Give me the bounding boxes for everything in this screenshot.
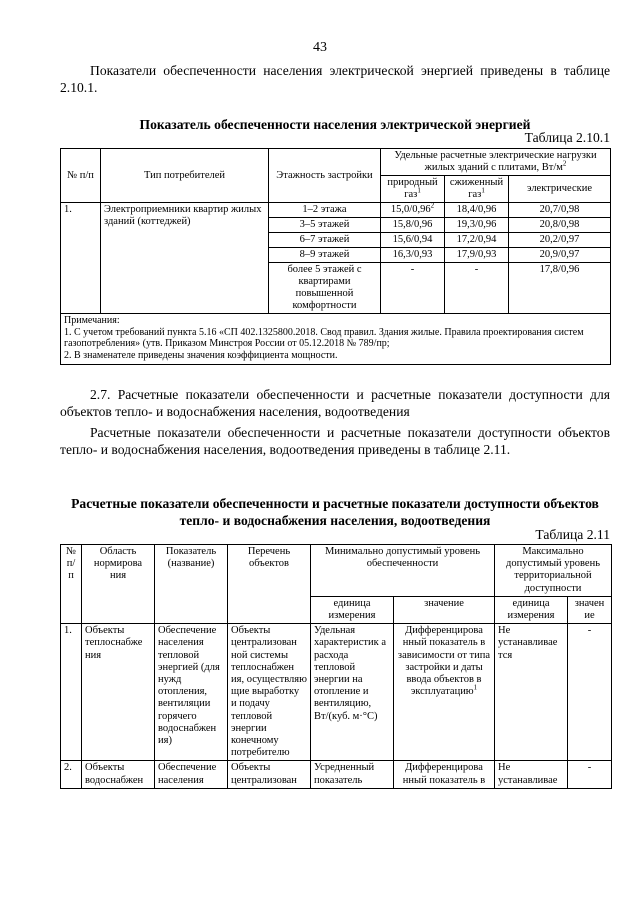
row-num: 1. xyxy=(61,203,101,314)
cell-natural xyxy=(381,203,445,218)
cell-floors: 1–2 этажа xyxy=(269,203,381,218)
note-1: 1. С учетом требований пункта 5.16 «СП 402.1325800.2018. Свод правил. Здания жилые. Правила проектирования систем газопотребления» (утв. Приказом Минстроя России от 05.12.2018 № 789/пр; xyxy=(64,326,584,349)
header-value2: значен ие xyxy=(568,596,612,623)
page-number: 43 xyxy=(313,40,327,55)
cell-objects: Объекты централизован xyxy=(228,761,311,788)
cell-area: Объекты водоснабжен xyxy=(82,761,155,788)
table-row xyxy=(61,761,612,788)
cell-floors: 3–5 этажей xyxy=(269,218,381,233)
cell-unit: Усредненный показатель xyxy=(311,761,394,788)
cell-liquefied: 18,4/0,96 xyxy=(445,203,509,218)
header-natural-gas-sup: 1 xyxy=(417,186,421,195)
cell-floors: 8–9 этажей xyxy=(269,248,381,263)
cell-liquefied: 17,2/0,94 xyxy=(445,233,509,248)
header-num: № п/п xyxy=(61,149,101,203)
cell-liquefied: - xyxy=(445,263,509,314)
row-type: Электроприемники квартир жилых зданий (коттеджей) xyxy=(101,203,269,314)
table2-caption: Таблица 2.11 xyxy=(535,527,610,542)
cell-electric: 17,8/0,96 xyxy=(509,263,611,314)
table2-title: Расчетные показатели обеспеченности и расчетные показатели доступности объектов тепло- и водоснабжения населения, водоотведения xyxy=(71,496,599,528)
cell-value2: - xyxy=(568,624,612,761)
cell-unit2: Не устанавливае тся xyxy=(495,624,568,761)
header-type: Тип потребителей xyxy=(101,149,269,203)
header-unit2: единица измерения xyxy=(495,596,568,623)
cell-value-text: Дифференцирова нный показатель в зависимости от типа застройки и даты ввода объектов в эксплуатацию xyxy=(397,625,491,698)
electricity-table xyxy=(60,148,611,365)
cell-natural-text: 15,0/0,96 xyxy=(390,204,431,215)
cell-electric: 20,7/0,98 xyxy=(509,203,611,218)
intro-paragraph: Показатели обеспеченности населения электрической энергией приведены в таблице 2.10.1. xyxy=(60,63,610,95)
header-unit: единица измерения xyxy=(311,596,394,623)
cell-objects: Объекты централизован ной системы теплоснабжен ия, осуществляю щие выработку и подачу тепловой энергии конечному потребителю xyxy=(228,624,311,761)
header-liquefied-gas-sup: 1 xyxy=(481,186,485,195)
heat-water-table xyxy=(60,544,612,789)
cell-value xyxy=(394,624,495,761)
cell-indicator: Обеспечение населения тепловой энергией (для нужд отопления, вентиляции горячего водоснабжен ия) xyxy=(155,624,228,761)
header-electric: электрические xyxy=(509,176,611,203)
cell-area: Объекты теплоснабже ния xyxy=(82,624,155,761)
table-row xyxy=(61,624,612,761)
cell-electric: 20,8/0,98 xyxy=(509,218,611,233)
section-paragraph: Расчетные показатели обеспеченности и расчетные показатели доступности объектов тепло- и водоснабжения населения, водоотведения приведены в таблице 2.11. xyxy=(60,425,610,457)
table1-caption: Таблица 2.10.1 xyxy=(524,130,610,145)
cell-value: Дифференцирова нный показатель в xyxy=(394,761,495,788)
header-value: значение xyxy=(394,596,495,623)
cell-liquefied: 17,9/0,93 xyxy=(445,248,509,263)
cell-floors: более 5 этажей с квартирами повышенной комфортности xyxy=(269,263,381,314)
cell-num: 1. xyxy=(61,624,82,761)
table-row xyxy=(61,203,611,218)
cell-indicator: Обеспечение населения xyxy=(155,761,228,788)
cell-natural-sup: 2 xyxy=(430,201,435,210)
cell-electric: 20,2/0,97 xyxy=(509,233,611,248)
header-liquefied-gas-text: сжиженный газ xyxy=(449,177,504,200)
header-max-level: Максимально допустимый уровень территориальной доступности xyxy=(495,545,612,597)
header-natural-gas xyxy=(381,176,445,203)
cell-value-sup: 1 xyxy=(473,683,478,692)
note-2: 2. В знаменателе приведены значения коэффициента мощности. xyxy=(64,349,338,361)
header-indicator: Показатель (название) xyxy=(155,545,228,624)
table1-title: Показатель обеспеченности населения электрической энергией xyxy=(139,117,531,132)
header-min-level: Минимально допустимый уровень обеспеченности xyxy=(311,545,495,597)
notes-heading: Примечания: xyxy=(64,315,120,326)
cell-floors: 6–7 этажей xyxy=(269,233,381,248)
cell-liquefied: 19,3/0,96 xyxy=(445,218,509,233)
section-heading: 2.7. Расчетные показатели обеспеченности и расчетные показатели доступности для объектов тепло- и водоснабжения населения, водоотведения xyxy=(60,387,610,419)
cell-natural: 16,3/0,93 xyxy=(381,248,445,263)
cell-natural: 15,6/0,94 xyxy=(381,233,445,248)
cell-electric: 20,9/0,97 xyxy=(509,248,611,263)
cell-value2: - xyxy=(568,761,612,788)
header-area: Область нормирова ния xyxy=(82,545,155,624)
header-liquefied-gas xyxy=(445,176,509,203)
header-num: № п/ п xyxy=(61,545,82,624)
header-loads xyxy=(381,149,611,176)
cell-unit: Удельная характеристик а расхода тепловой энергии на отопление и вентиляцию, Вт/(куб. м·°С) xyxy=(311,624,394,761)
cell-natural: 15,8/0,96 xyxy=(381,218,445,233)
table1-notes xyxy=(61,314,611,365)
cell-num: 2. xyxy=(61,761,82,788)
header-objects: Перечень объектов xyxy=(228,545,311,624)
header-floors: Этажность застройки xyxy=(269,149,381,203)
header-natural-gas-text: природный газ xyxy=(387,177,438,200)
header-loads-sup: 2 xyxy=(562,159,567,168)
header-loads-text: Удельные расчетные электрические нагрузки жилых зданий с плитами, Вт/м xyxy=(394,150,597,173)
cell-unit2: Не устанавливае xyxy=(495,761,568,788)
cell-natural: - xyxy=(381,263,445,314)
